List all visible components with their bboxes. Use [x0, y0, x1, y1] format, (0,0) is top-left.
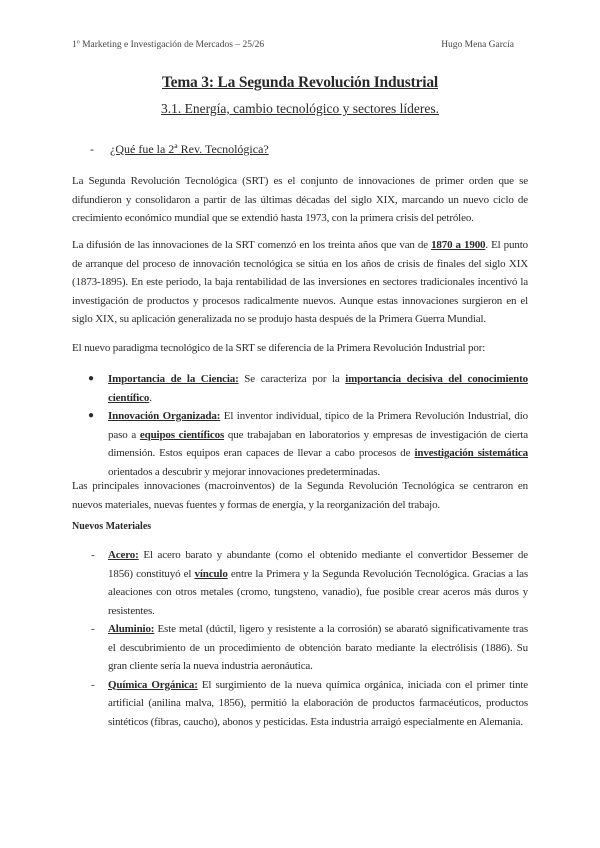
list-item	[72, 620, 528, 676]
paragraph-diffusion-start: La difusión de las innovaciones de la SRT comenzó en los treinta años que van de	[72, 239, 432, 251]
section-subtitle: 3.1. Energía, cambio tecnológico y sectores líderes.	[161, 101, 439, 116]
materials-list	[72, 546, 528, 731]
material-term: Aluminio:	[108, 623, 155, 635]
question-text: ¿Qué fue la 2ª Rev. Tecnológica?	[110, 142, 269, 156]
bullet-text: El inventor individual, típico de la Primera Revolución Industrial, dio paso a	[108, 410, 528, 441]
header-course: 1º Marketing e Investigación de Mercados – 25/26	[72, 40, 265, 50]
page-title: Tema 3: La Segunda Revolución Industrial	[161, 74, 439, 91]
paragraph-innovations: Las principales innovaciones (macroinventos) de la Segunda Revolución Tecnológica se centraron en nuevos materiales, nuevas fuentes y formas de energía, y la reorganización del trabajo.	[72, 480, 528, 511]
bullet-term: Importancia de la Ciencia:	[108, 373, 239, 385]
dash-marker: -	[91, 549, 95, 561]
paragraph-paradigm: El nuevo paradigma tecnológico de la SRT se diferencia de la Primera Revolución Industrial por:	[72, 342, 486, 354]
bullet-icon: ●	[88, 373, 94, 384]
list-item	[72, 370, 528, 407]
bullet-keyword: investigación sistemática	[414, 447, 528, 459]
material-term: Química Orgánica:	[108, 678, 198, 691]
question-heading	[90, 142, 269, 157]
material-text: Este metal (dúctil, ligero y resistente a la corrosión) se abarató significativamente tras el descubrimiento de un procedimiento de obtención barato mediante la electrólisis (1886). Su gran cliente sería la nueva industria aeronáutica.	[108, 623, 528, 672]
dash-marker: -	[91, 678, 95, 691]
paradigm-bullet-list	[72, 370, 528, 481]
bullet-term: Innovación Organizada:	[108, 410, 221, 422]
list-item	[72, 546, 528, 620]
material-text: El surgimiento de la nueva química orgánica, iniciada con el primer tinte artificial (anilina malva, 1856), permitió la elaboración de productos farmacéuticos, productos sintéticos (fibras, caucho), abonos y pesticidas. Esta industria arraigó especialmente en Alemania.	[108, 678, 528, 728]
bullet-text: que trabajaban en laboratorios y empresas de investigación de cierta dimensión. Estos equipos eran capaces de llevar a cabo procesos de	[108, 428, 528, 459]
dash-marker: -	[91, 623, 95, 635]
material-keyword: vínculo	[194, 567, 228, 580]
question-dash: -	[90, 142, 94, 156]
list-item	[72, 676, 528, 732]
highlight-dates: 1870 a 1900	[431, 239, 486, 251]
paragraph-diffusion	[72, 236, 528, 329]
header-author: Hugo Mena García	[441, 40, 514, 50]
paragraph-definition: La Segunda Revolución Tecnológica (SRT) es el conjunto de innovaciones de primer orden que se difundieron y consolidaron a partir de las últimas décadas del siglo XIX, marcando un nuevo ciclo de crecimiento económico mundial que se extendió hasta 1973, con la primera crisis del petróleo.	[72, 175, 528, 224]
paragraph-diffusion-rest: . El punto de arranque del proceso de innovación tecnológica se sitúa en los años de crisis de finales del siglo XIX (1873-1895). En este periodo, la baja rentabilidad de las inversiones en sectores tradicionales incentivó la investigación de productos y procesos radicalmente nuevos. Aunque estas innovaciones surgieron en el siglo XIX, su aplicación generalizada no se produjo hasta después de la Primera Guerra Mundial.	[72, 239, 528, 325]
bullet-keyword: equipos científicos	[139, 428, 225, 441]
section-heading-materials: Nuevos Materiales	[72, 521, 152, 532]
list-item	[72, 407, 528, 481]
bullet-text: .	[149, 391, 152, 404]
material-text: entre la Primera y la Segunda Revolución Tecnológica. Gracias a las aleaciones con otros metales (cromo, tungsteno, vanadio), fue posible crear aceros más duros y resistentes.	[108, 567, 528, 617]
bullet-keyword: importancia decisiva del conocimiento científico	[108, 373, 528, 404]
material-term: Acero:	[108, 549, 139, 561]
bullet-icon: ●	[88, 410, 94, 421]
material-text: El acero barato y abundante (como el obtenido mediante el convertidor Bessemer de 1856) constituyó el	[108, 549, 528, 580]
bullet-text: orientados a descubrir y mejorar innovaciones predeterminadas.	[108, 465, 381, 478]
bullet-text: Se caracteriza por la	[238, 373, 346, 385]
